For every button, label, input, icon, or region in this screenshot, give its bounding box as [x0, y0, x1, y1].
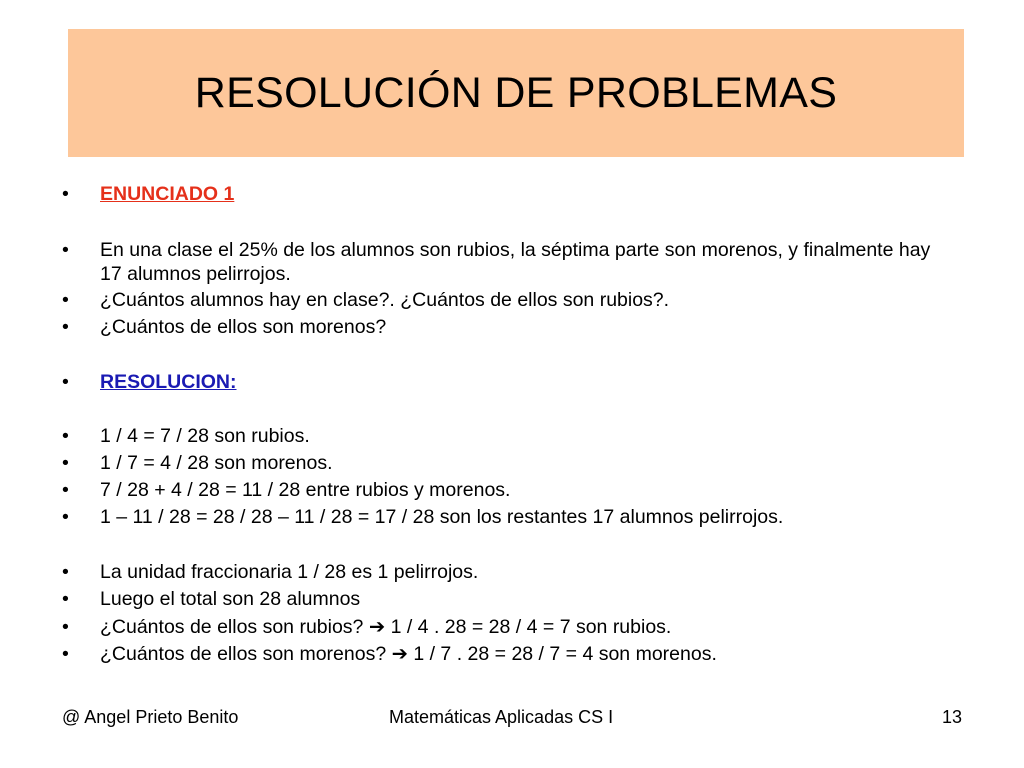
footer-course: Matemáticas Aplicadas CS I: [389, 707, 614, 727]
bullet-marker: •: [62, 183, 69, 205]
bullet-marker: •: [62, 561, 69, 583]
slide-title: RESOLUCIÓN DE PROBLEMAS: [194, 68, 838, 117]
bullet-marker: •: [62, 425, 69, 447]
bullet-marker: •: [62, 289, 69, 311]
bullet-marker: •: [62, 316, 69, 338]
heading-enunciado: ENUNCIADO 1: [100, 183, 235, 205]
footer-page-number: 13: [942, 707, 963, 727]
list-item: [62, 642, 942, 666]
heading-resolucion: RESOLUCION:: [100, 371, 237, 393]
bullet-marker: •: [62, 452, 69, 474]
bullet-marker: •: [62, 643, 69, 665]
list-item: [62, 587, 942, 611]
item-text: Luego el total son 28 alumnos: [100, 588, 361, 610]
list-item: [62, 560, 942, 584]
bullet-marker: •: [62, 588, 69, 610]
bullet-marker: •: [62, 239, 69, 261]
list-item: [62, 424, 942, 448]
item-text: ¿Cuántos de ellos son morenos?: [100, 316, 387, 338]
item-text: ¿Cuántos de ellos son morenos? ➔ 1 / 7 . 28 = 28 / 7 = 4 son morenos.: [100, 643, 717, 665]
item-text: 1 – 11 / 28 = 28 / 28 – 11 / 28 = 17 / 28 son los restantes 17 alumnos pelirrojos.: [100, 506, 784, 528]
bullet-marker: •: [62, 616, 69, 638]
list-item: [62, 370, 942, 394]
item-text: En una clase el 25% de los alumnos son rubios, la séptima parte son morenos, y finalmente hay 17 alumnos pelirrojos.: [100, 239, 931, 285]
list-item: [62, 315, 942, 339]
bullet-marker: •: [62, 479, 69, 501]
item-text: ¿Cuántos de ellos son rubios? ➔ 1 / 4 . 28 = 28 / 4 = 7 son rubios.: [100, 616, 672, 638]
list-item: [62, 238, 942, 286]
list-item: [62, 478, 942, 502]
bullet-marker: •: [62, 506, 69, 528]
item-text: 1 / 4 = 7 / 28 son rubios.: [100, 425, 310, 447]
bullet-marker: •: [62, 371, 69, 393]
list-item: [62, 451, 942, 475]
item-text: La unidad fraccionaria 1 / 28 es 1 pelirrojos.: [100, 561, 479, 583]
item-text: 7 / 28 + 4 / 28 = 11 / 28 entre rubios y morenos.: [100, 479, 511, 501]
list-item: [62, 288, 942, 312]
item-text: ¿Cuántos alumnos hay en clase?. ¿Cuántos de ellos son rubios?.: [100, 289, 670, 311]
list-item: [62, 505, 942, 529]
list-item: [62, 615, 942, 639]
footer-author: @ Angel Prieto Benito: [62, 707, 239, 727]
item-text: 1 / 7 = 4 / 28 son morenos.: [100, 452, 333, 474]
list-item: [62, 182, 942, 206]
